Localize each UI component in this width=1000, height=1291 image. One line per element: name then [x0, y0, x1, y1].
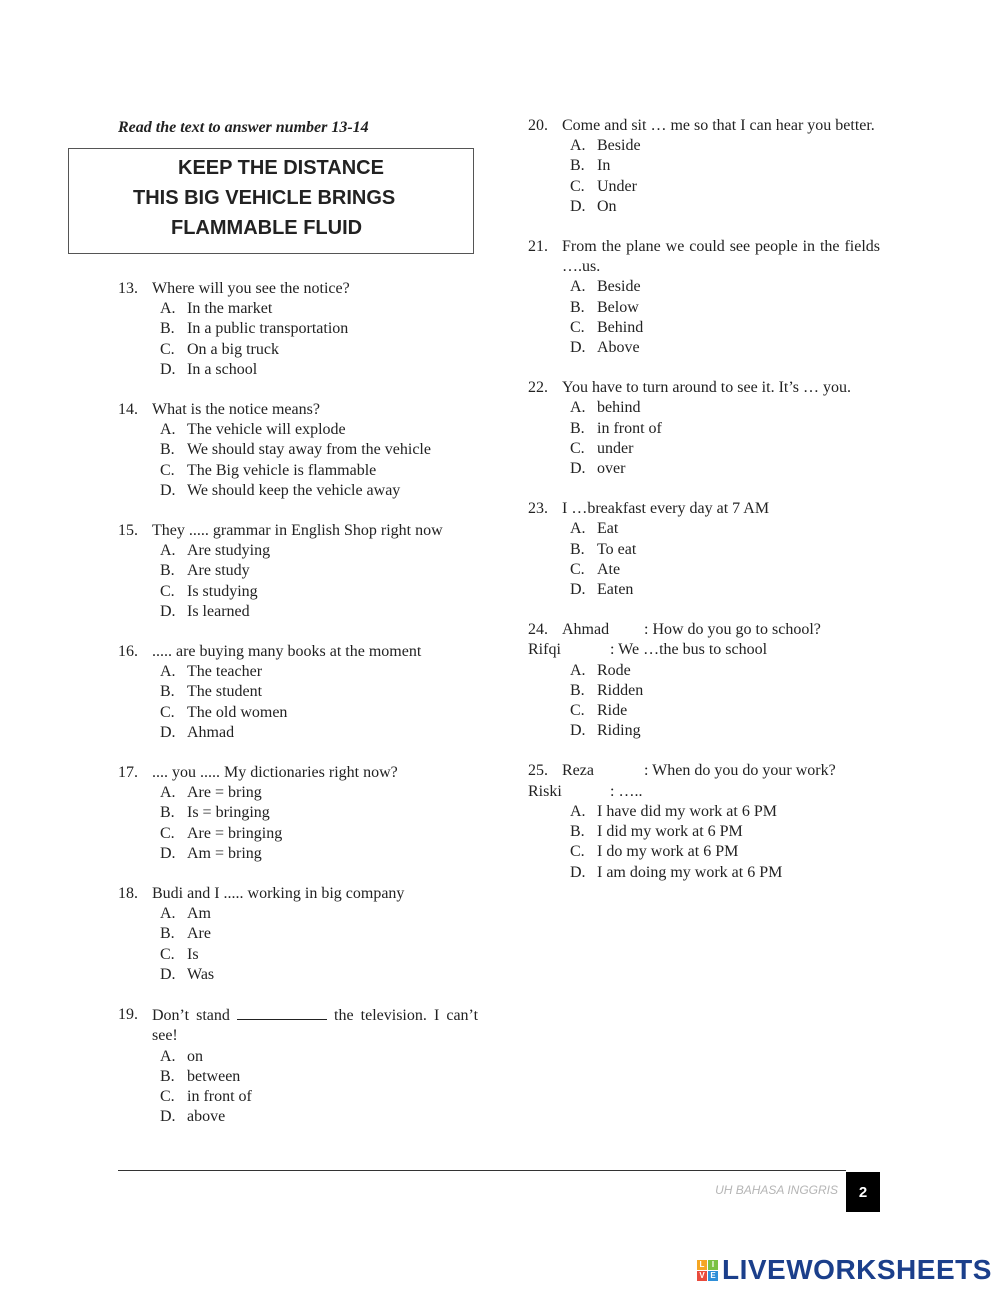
option-text: Below: [597, 298, 639, 316]
option-text: Are: [187, 925, 211, 943]
option-text: In a school: [187, 360, 258, 378]
option-letter: C.: [570, 439, 585, 457]
answer-option[interactable]: [528, 540, 880, 560]
option-letter: D.: [570, 581, 586, 599]
option-text: Beside: [597, 137, 641, 155]
left-question-list: [118, 279, 478, 985]
answer-option[interactable]: [118, 783, 478, 803]
option-text: Rode: [597, 661, 631, 679]
question-22: [528, 378, 880, 479]
question-text: Where will you see the notice?: [152, 280, 350, 297]
option-letter: A.: [570, 399, 586, 417]
liveworksheets-icon: L I V E: [697, 1260, 718, 1281]
option-letter: A.: [160, 1047, 176, 1065]
option-letter: C.: [570, 702, 585, 720]
option-letter: B.: [160, 441, 175, 459]
option-letter: C.: [160, 824, 175, 842]
question-number: 18.: [118, 885, 138, 903]
option-text: Is: [187, 945, 199, 963]
answer-option[interactable]: [528, 298, 880, 318]
answer-option[interactable]: [528, 419, 880, 439]
question-number: 24.: [528, 621, 548, 639]
right-question-list: [528, 116, 880, 600]
answer-option[interactable]: [118, 723, 478, 743]
answer-option[interactable]: [528, 519, 880, 539]
option-text: under: [597, 439, 634, 457]
answer-option[interactable]: [118, 904, 478, 924]
speaker-name: Riski: [528, 782, 562, 800]
answer-option[interactable]: [528, 580, 880, 600]
question-15: [118, 521, 478, 622]
option-text: I am doing my work at 6 PM: [597, 863, 783, 881]
option-text: I do my work at 6 PM: [597, 843, 739, 861]
option-letter: A.: [160, 542, 176, 560]
answer-option[interactable]: [528, 802, 880, 822]
answer-option[interactable]: [118, 1107, 478, 1127]
option-text: The old women: [187, 703, 288, 721]
option-text: Under: [597, 177, 637, 195]
answer-blank: [237, 1005, 327, 1020]
option-letter: B.: [570, 419, 585, 437]
option-letter: D.: [570, 197, 586, 215]
question-20: [528, 116, 880, 217]
brand-name: LIVEWORKSHEETS: [722, 1254, 992, 1285]
option-letter: A.: [570, 278, 586, 296]
question-number: 13.: [118, 280, 138, 297]
option-letter: B.: [570, 681, 585, 699]
option-letter: B.: [160, 320, 175, 338]
option-text: Eat: [597, 520, 619, 538]
question-text: You have to turn around to see it. It’s … you.: [562, 379, 852, 397]
question-23: [528, 499, 880, 600]
answer-option[interactable]: [118, 965, 478, 985]
option-text: In a public transportation: [187, 320, 349, 338]
option-text: Is studying: [187, 582, 258, 600]
option-text: The Big vehicle is flammable: [187, 461, 377, 479]
question-17: [118, 763, 478, 864]
option-text: To eat: [597, 540, 637, 558]
question-text: I …breakfast every day at 7 AM: [562, 500, 770, 518]
answer-option[interactable]: [118, 299, 478, 319]
speaker-name: Rifqi: [528, 641, 561, 659]
answer-option[interactable]: [118, 924, 478, 944]
question-number: 20.: [528, 117, 548, 134]
option-text: Are studying: [187, 542, 271, 560]
option-letter: D.: [160, 481, 176, 499]
option-letter: B.: [160, 683, 175, 701]
option-letter: A.: [570, 520, 586, 538]
option-letter: D.: [570, 339, 586, 357]
answer-option[interactable]: [528, 338, 880, 358]
option-text: In: [597, 157, 611, 175]
option-text: We should stay away from the vehicle: [187, 441, 431, 459]
option-letter: C.: [570, 843, 585, 861]
right-column: [528, 116, 880, 903]
notice-line-1: KEEP THE DISTANCE: [178, 157, 384, 179]
question-24: [528, 620, 880, 741]
answer-option[interactable]: [528, 863, 880, 883]
option-letter: D.: [160, 1108, 176, 1126]
option-text: over: [597, 460, 626, 478]
question-number: 16.: [118, 643, 138, 661]
option-letter: D.: [160, 602, 176, 620]
question-number: 15.: [118, 522, 138, 540]
option-text: Above: [597, 339, 640, 357]
question-text: What is the notice means?: [152, 401, 320, 419]
question-text: Don’t stand the television. I can’t see!: [152, 1007, 479, 1045]
answer-option[interactable]: [528, 701, 880, 721]
option-text: Are study: [187, 562, 250, 580]
option-letter: D.: [160, 360, 176, 378]
option-text: Are = bringing: [187, 824, 283, 842]
answer-option[interactable]: [528, 721, 880, 741]
answer-option[interactable]: [528, 156, 880, 176]
answer-option[interactable]: [118, 703, 478, 723]
answer-option[interactable]: [528, 398, 880, 418]
option-letter: D.: [160, 965, 176, 983]
option-letter: A.: [160, 663, 176, 681]
footer-divider: [118, 1170, 846, 1171]
option-letter: B.: [570, 540, 585, 558]
answer-option[interactable]: [118, 1067, 478, 1087]
option-text: in front of: [597, 419, 662, 437]
answer-option[interactable]: [528, 197, 880, 217]
answer-option[interactable]: [528, 822, 880, 842]
speaker-name: Reza: [562, 762, 594, 780]
option-text: Was: [187, 965, 215, 983]
answer-option[interactable]: [118, 945, 478, 965]
answer-option[interactable]: [118, 1047, 478, 1067]
option-text: On: [597, 197, 617, 215]
option-letter: A.: [570, 802, 586, 820]
answer-option[interactable]: [118, 582, 478, 602]
question-14: [118, 400, 478, 501]
left-column: [118, 116, 478, 1147]
option-text: above: [187, 1108, 226, 1126]
question-25: [528, 761, 880, 882]
notice-sign: [68, 148, 474, 254]
option-text: on: [187, 1047, 203, 1065]
option-letter: C.: [160, 945, 175, 963]
question-16: [118, 642, 478, 743]
option-text: Am: [187, 905, 211, 923]
option-text: Eaten: [597, 581, 634, 599]
speaker-name: Ahmad: [562, 621, 610, 639]
question-number: 25.: [528, 762, 548, 780]
answer-option[interactable]: [528, 661, 880, 681]
answer-option[interactable]: [118, 824, 478, 844]
question-number: 21.: [528, 238, 548, 256]
answer-option[interactable]: [528, 842, 880, 862]
option-text: Is = bringing: [187, 804, 270, 822]
option-letter: A.: [160, 905, 176, 923]
dialogue-line: : We …the bus to school: [610, 641, 768, 659]
option-letter: B.: [160, 804, 175, 822]
question-text: Budi and I ..... working in big company: [152, 885, 405, 903]
option-letter: A.: [570, 137, 586, 155]
liveworksheets-logo: [697, 1254, 992, 1286]
answer-option[interactable]: [118, 541, 478, 561]
option-text: Riding: [597, 722, 641, 740]
notice-line-3: FLAMMABLE FLUID: [171, 217, 363, 239]
question-13: [118, 279, 478, 380]
option-letter: B.: [160, 1067, 175, 1085]
option-letter: B.: [570, 298, 585, 316]
answer-option[interactable]: [528, 681, 880, 701]
question-19: [118, 1005, 478, 1127]
option-text: Are = bring: [187, 784, 262, 802]
answer-option[interactable]: [528, 136, 880, 156]
question-number: 19.: [118, 1006, 138, 1024]
answer-option[interactable]: [118, 602, 478, 622]
page-number: 2: [846, 1172, 880, 1212]
option-letter: C.: [570, 318, 585, 336]
answer-option[interactable]: [528, 560, 880, 580]
option-letter: C.: [160, 582, 175, 600]
option-letter: A.: [160, 300, 176, 318]
question-number: 23.: [528, 500, 548, 518]
option-text: between: [187, 1067, 241, 1085]
question-number: 17.: [118, 764, 138, 782]
answer-option[interactable]: [528, 277, 880, 297]
answer-option[interactable]: [118, 481, 478, 501]
question-text: .... you ..... My dictionaries right now?: [152, 764, 398, 782]
option-text: Ridden: [597, 681, 644, 699]
question-text: ..... are buying many books at the moment: [152, 643, 422, 661]
question-text: Come and sit … me so that I can hear you better.: [562, 117, 875, 134]
option-letter: D.: [570, 863, 586, 881]
option-letter: D.: [160, 844, 176, 862]
dialogue-line: : When do you do your work?: [644, 762, 836, 780]
answer-option[interactable]: [118, 319, 478, 339]
reading-instruction: Read the text to answer number 13-14: [118, 119, 369, 136]
option-text: Beside: [597, 278, 641, 296]
option-text: The vehicle will explode: [187, 421, 346, 439]
option-letter: C.: [160, 703, 175, 721]
option-letter: D.: [570, 460, 586, 478]
notice-line-2: THIS BIG VEHICLE BRINGS: [133, 187, 396, 209]
option-letter: D.: [160, 723, 176, 741]
answer-option[interactable]: [118, 561, 478, 581]
dialogue-line: : How do you go to school?: [644, 621, 821, 639]
answer-option[interactable]: [118, 682, 478, 702]
option-text: On a big truck: [187, 340, 279, 358]
option-letter: B.: [570, 157, 585, 175]
option-text: I have did my work at 6 PM: [597, 802, 777, 820]
answer-option[interactable]: [118, 662, 478, 682]
answer-option[interactable]: [118, 461, 478, 481]
option-letter: C.: [160, 340, 175, 358]
option-letter: B.: [160, 562, 175, 580]
answer-option[interactable]: [118, 844, 478, 864]
option-text: We should keep the vehicle away: [187, 481, 401, 499]
question-text: From the plane we could see people in the fields ….us.: [562, 238, 880, 276]
option-text: The student: [187, 683, 263, 701]
answer-option[interactable]: [528, 318, 880, 338]
question-number: 22.: [528, 379, 548, 397]
option-text: The teacher: [187, 663, 263, 681]
option-letter: B.: [160, 925, 175, 943]
answer-option[interactable]: [118, 440, 478, 460]
option-letter: B.: [570, 823, 585, 841]
answer-option[interactable]: [528, 439, 880, 459]
option-text: Is learned: [187, 602, 250, 620]
option-text: Ride: [597, 702, 628, 720]
option-text: I did my work at 6 PM: [597, 823, 743, 841]
option-text: Ate: [597, 560, 621, 578]
option-letter: C.: [570, 560, 585, 578]
question-number: 14.: [118, 401, 138, 419]
answer-option[interactable]: [528, 459, 880, 479]
option-letter: A.: [570, 661, 586, 679]
answer-option[interactable]: [118, 340, 478, 360]
answer-option[interactable]: [528, 177, 880, 197]
option-letter: C.: [570, 177, 585, 195]
option-letter: A.: [160, 421, 176, 439]
option-text: In the market: [187, 300, 273, 318]
answer-option[interactable]: [118, 803, 478, 823]
answer-option[interactable]: [118, 1087, 478, 1107]
option-letter: C.: [160, 461, 175, 479]
footer-label: UH BAHASA INGGRIS: [715, 1183, 838, 1197]
dialogue-line: : …..: [610, 782, 643, 800]
answer-option[interactable]: [118, 420, 478, 440]
option-letter: C.: [160, 1087, 175, 1105]
question-21: [528, 237, 880, 358]
answer-option[interactable]: [118, 360, 478, 380]
option-text: Am = bring: [187, 844, 262, 862]
option-letter: A.: [160, 784, 176, 802]
question-text: They ..... grammar in English Shop right now: [152, 522, 443, 540]
option-text: Behind: [597, 318, 644, 336]
option-text: behind: [597, 399, 641, 417]
option-text: Ahmad: [187, 723, 235, 741]
question-18: [118, 884, 478, 985]
option-text: in front of: [187, 1087, 252, 1105]
option-letter: D.: [570, 722, 586, 740]
